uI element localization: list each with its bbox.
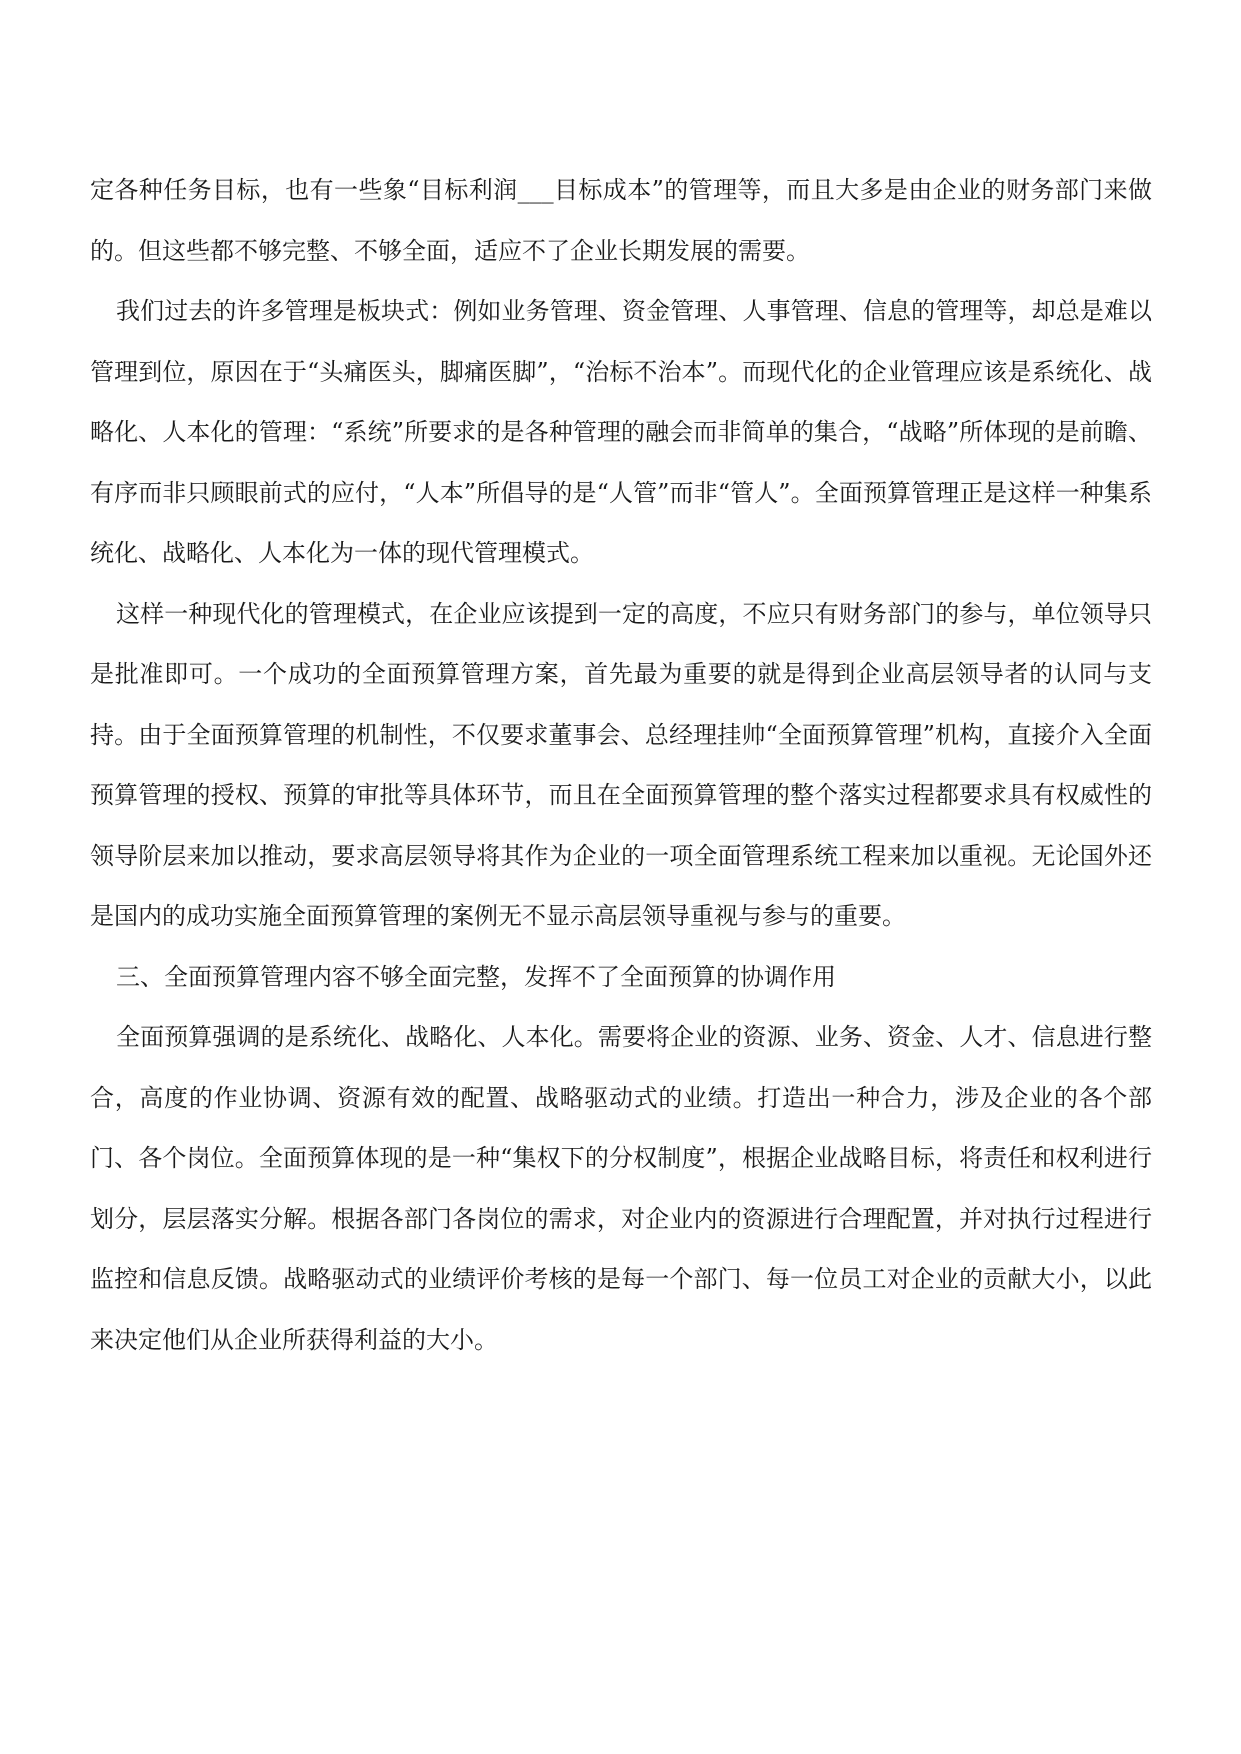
- paragraph-leadership-support: 这样一种现代化的管理模式，在企业应该提到一定的高度，不应只有财务部门的参与，单位领导只是批准即可。一个成功的全面预算管理方案，首先最为重要的就是得到企业高层领导者的认同与支持。由于全面预算管理的机制性，不仅要求董事会、总经理挂帅“全面预算管理”机构，直接介入全面预算管理的授权、预算的审批等具体环节，而且在全面预算管理的整个落实过程都要求具有权威性的领导阶层来加以推动，要求高层领导将其作为企业的一项全面管理系统工程来加以重视。无论国外还是国内的成功实施全面预算管理的案例无不显示高层领导重视与参与的重要。: [90, 599, 1152, 930]
- section-heading-three: 三、全面预算管理内容不够全面完整，发挥不了全面预算的协调作用: [116, 962, 836, 991]
- paragraph-comprehensive-budget: 全面预算强调的是系统化、战略化、人本化。需要将企业的资源、业务、资金、人才、信息进行整合，高度的作业协调、资源有效的配置、战略驱动式的业绩。打造出一种合力，涉及企业的各个部门、各个岗位。全面预算体现的是一种“集权下的分权制度”，根据企业战略目标，将责任和权利进行划分，层层落实分解。根据各部门各岗位的需求，对企业内的资源进行合理配置，并对执行过程进行监控和信息反馈。战略驱动式的业绩评价考核的是每一个部门、每一位员工对企业的贡献大小，以此来决定他们从企业所获得利益的大小。: [90, 1023, 1152, 1354]
- paragraph-continuation: 定各种任务目标，也有一些象“目标利润___目标成本”的管理等，而且大多是由企业的财务部门来做的。但这些都不够完整、不够全面，适应不了企业长期发展的需要。: [90, 176, 1152, 265]
- document-body: [90, 160, 1152, 1370]
- paragraph-block-management: 我们过去的许多管理是板块式：例如业务管理、资金管理、人事管理、信息的管理等，却总是难以管理到位，原因在于“头痛医头，脚痛医脚”，“治标不治本”。而现代化的企业管理应该是系统化、战略化、人本化的管理：“系统”所要求的是各种管理的融会而非简单的集合，“战略”所体现的是前瞻、有序而非只顾眼前式的应付，“人本”所倡导的是“人管”而非“管人”。全面预算管理正是这样一种集系统化、战略化、人本化为一体的现代管理模式。: [90, 297, 1152, 567]
